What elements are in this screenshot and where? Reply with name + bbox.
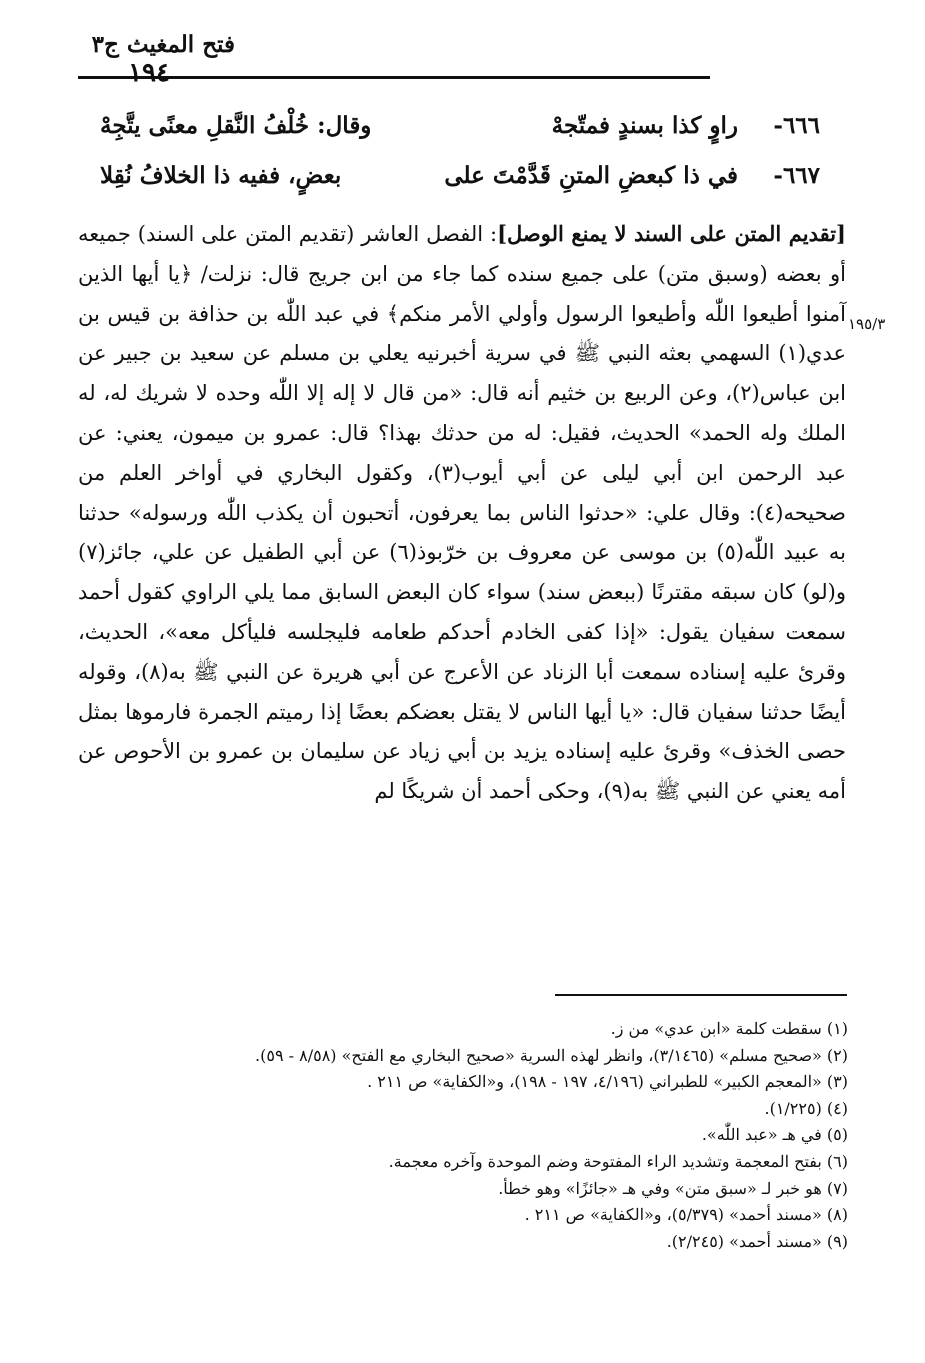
page-number: ١٩٤ (128, 58, 170, 88)
commentary-paragraph (78, 214, 846, 812)
footnote: (٣) «المعجم الكبير» للطبراني (٤/١٩٦، ١٩٧ - ١٩٨)، و«الكفاية» ص ٢١١ . (367, 1072, 848, 1092)
footnote: (١) سقطت كلمة «ابن عدي» من ز. (610, 1019, 848, 1038)
footnote: (٩) «مسند أحمد» (٢/٢٤٥). (666, 1231, 848, 1251)
verse-line (100, 112, 820, 152)
footnote-separator (555, 994, 847, 996)
verse-second-hemistich: بعضٍ، ففيه ذا الخلافُ نُقِلا (100, 162, 342, 189)
header-rule (78, 76, 710, 79)
verse-first-hemistich: في ذا كبعضِ المتنِ قَدَّمْتَ على (444, 162, 738, 189)
commentary-text: : الفصل العاشر (تقديم المتن على السند) جميعه أو بعضه (وسبق متن) على جميع سنده كما جاء من ابن جريج قال: نزلت/ ﴿يا أيها الذين آمنوا أطيعوا اللّٰه وأطيعوا الرسول وأولي الأمر منكم﴾ في عبد اللّٰه بن حذافة بن قيس بن عدي(١) السهمي بعثه النبي ﷺ في سرية أخبرنيه يعلي بن مسلم عن سعيد بن جبير عن ابن عباس(٢)، وعن الربيع بن خثيم أنه قال: «من قال لا إله إلا اللّٰه وحده لا شريك له، له الملك وله الحمد» الحديث، فقيل: له من حدثك بهذا؟ قال: عمرو بن ميمون، يعني: عن عبد الرحمن ابن أبي ليلى عن أبي أيوب(٣)، وكقول البخاري في أواخر العلم من صحيحه(٤): وقال علي: «حدثوا الناس بما يعرفون، أتحبون أن يكذب اللّٰه ورسوله» حدثنا به عبيد اللّٰه(٥) بن موسى عن معروف بن خرّبوذ(٦) عن أبي الطفيل عن علي، جائز(٧) و(لو) كان سبقه مقترنًا (ببعض سند) سواء كان البعض السابق مما يلي الراوي كقول أحمد سمعت سفيان يقول: «إذا كفى الخادم أحدكم طعامه فليجلسه فليأكل معه»، الحديث، وقرئ عليه إسناده سمعت أبا الزناد عن الأعرج عن أبي هريرة عن النبي ﷺ به(٨)، وقوله أيضًا حدثنا سفيان قال: «يا أيها الناس لا يقتل بعضكم بعضًا إذا رميتم الجمرة فارموها بمثل حصى الخذف» وقرئ عليه إسناده يزيد بن أبي زياد عن سليمان بن عمرو بن الأحوص عن أمه يعني عن النبي ﷺ به(٩)، وحكى أحمد أن شريكًا لم (78, 222, 847, 804)
verse-number: ٦٦٦- (773, 112, 820, 139)
verse-line (100, 162, 820, 202)
footnote: (٨) «مسند أحمد» (٥/٣٧٩)، و«الكفاية» ص ٢١١ . (524, 1205, 848, 1225)
footnote: (٧) هو خبر لـ «سبق متن» وفي هـ «جائزًا» وهو خطأ. (498, 1178, 848, 1198)
footnote: (٥) في هـ «عبد اللّٰه». (701, 1125, 848, 1145)
verse-first-hemistich: راوٍ كذا بسندٍ فمتّجهْ (551, 112, 738, 139)
footnote: (٤) (١/٢٢٥). (764, 1098, 848, 1118)
verse-second-hemistich: وقال: خُلْفُ النَّقلِ معنًى يتَّجِهْ (100, 112, 372, 139)
running-header-title: فتح المغيث ج٣ (91, 31, 235, 58)
margin-page-reference: ١٩٥/٣ (848, 315, 886, 333)
footnote: (٦) بفتح المعجمة وتشديد الراء المفتوحة وضم الموحدة وآخره معجمة. (388, 1151, 848, 1171)
footnote: (٢) «صحيح مسلم» (٣/١٤٦٥)، وانظر لهذه السرية «صحيح البخاري مع الفتح» (٨/٥٨ - ٥٩). (255, 1045, 848, 1065)
verse-number: ٦٦٧- (773, 162, 820, 189)
section-heading: [تقديم المتن على السند لا يمنع الوصل] (497, 221, 846, 246)
footnotes-list (160, 1016, 848, 1255)
